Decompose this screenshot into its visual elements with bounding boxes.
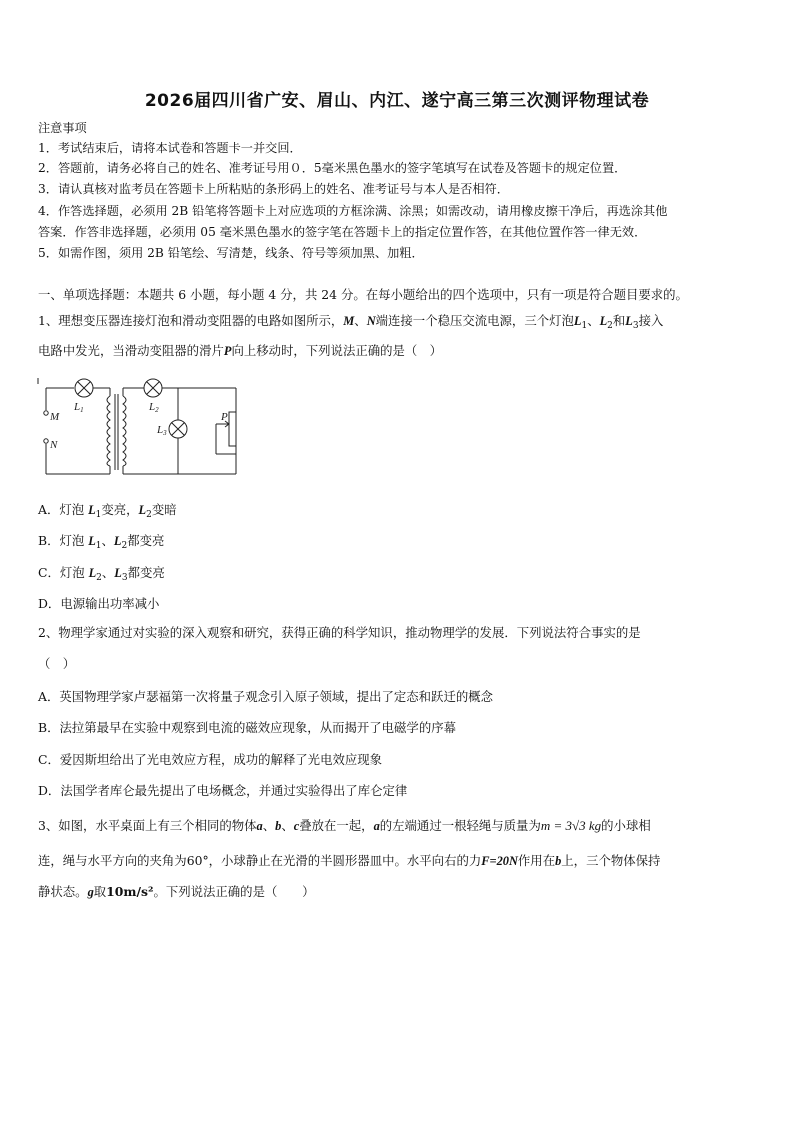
question-3-line-3: 静状态。g取10m/s²。下列说法正确的是（ ） bbox=[38, 884, 315, 899]
question-1-option-d[interactable]: D．电源输出功率减小 bbox=[38, 596, 160, 611]
question-2-option-c[interactable]: C．爱因斯坦给出了光电效应方程，成功的解释了光电效应现象 bbox=[38, 752, 383, 767]
diagram-label-L2: L2 bbox=[149, 401, 159, 414]
section-single-choice: 一、单项选择题：本题共 6 小题，每小题 4 分，共 24 分。在每小题给出的四个选项中，只有一项是符合题目要求的。 bbox=[38, 287, 688, 302]
notice-item-1: 1．考试结束后，请将本试卷和答题卡一并交回． bbox=[38, 141, 302, 155]
question-2-option-a[interactable]: A．英国物理学家卢瑟福第一次将量子观念引入原子领域，提出了定态和跃迁的概念 bbox=[38, 689, 494, 704]
transformer-circuit-diagram bbox=[36, 374, 246, 484]
question-2-line-2: （ ） bbox=[38, 656, 76, 671]
diagram-label-L3: L3 bbox=[157, 424, 167, 437]
diagram-label-M: M bbox=[50, 411, 60, 423]
page-title: 2026届四川省广安、眉山、内江、遂宁高三第三次测评物理试卷 bbox=[144, 91, 650, 111]
question-2-line-1: 2、物理学家通过对实验的深入观察和研究，获得正确的科学知识，推动物理学的发展．下列说法符合事实的是 bbox=[38, 625, 641, 640]
notice-item-3: 3．请认真核对监考员在答题卡上所粘贴的条形码上的姓名、准考证号与本人是否相符． bbox=[38, 182, 509, 196]
question-1-option-c[interactable]: C．灯泡 $L_2$、$L_3$都变亮 bbox=[38, 565, 165, 583]
diagram-label-N: N bbox=[50, 439, 58, 451]
question-1-line-2: 电路中发光，当滑动变阻器的滑片P向上移动时，下列说法正确的是（ ） bbox=[38, 343, 443, 358]
notice-item-5: 5．如需作图，须用 2B 铅笔绘、写清楚，线条、符号等须加黑、加粗． bbox=[38, 246, 424, 260]
diagram-label-P: P bbox=[221, 411, 228, 423]
question-3-line-1: 3、如图，水平桌面上有三个相同的物体a、b、c叠放在一起，a的左端通过一根轻绳与质量为m = 3√3 kg的小球相 bbox=[38, 818, 651, 833]
diagram-label-L1: L1 bbox=[74, 401, 84, 414]
notice-heading: 注意事项 bbox=[38, 121, 87, 135]
question-1-option-b[interactable]: B．灯泡 $L_1$、$L_2$都变亮 bbox=[38, 533, 165, 551]
question-3-line-2: 连，绳与水平方向的夹角为60°，小球静止在光滑的半圆形器皿中。水平向右的力F=20N作用在b上，三个物体保持 bbox=[38, 853, 661, 868]
notice-item-4-cont: 答案．作答非选择题，必须用 05 毫米黑色墨水的签字笔在答题卡上的指定位置作答，在其他位置作答一律无效． bbox=[38, 225, 647, 239]
mass-formula: m = 3√3 kg bbox=[540, 818, 602, 833]
question-2-option-d[interactable]: D．法国学者库仑最先提出了电场概念，并通过实验得出了库仑定律 bbox=[38, 783, 408, 798]
notice-item-4: 4．作答选择题，必须用 2B 铅笔将答题卡上对应选项的方框涂满、涂黑；如需改动，请用橡皮擦干净后，再选涂其他 bbox=[38, 204, 668, 218]
notice-item-2: 2．答题前，请务必将自己的姓名、准考证号用０．5毫米黑色墨水的签字笔填写在试卷及答题卡的规定位置． bbox=[38, 161, 627, 175]
question-1-option-a[interactable]: A．灯泡 $L_1$变亮，$L_2$变暗 bbox=[38, 502, 177, 520]
question-1-line-1: 1、理想变压器连接灯泡和滑动变阻器的电路如图所示，M、N端连接一个稳压交流电源，三个灯泡$L_1$、$L_2$和$L_3$接入 bbox=[38, 313, 664, 331]
question-2-option-b[interactable]: B．法拉第最早在实验中观察到电流的磁效应现象，从而揭开了电磁学的序幕 bbox=[38, 720, 456, 735]
